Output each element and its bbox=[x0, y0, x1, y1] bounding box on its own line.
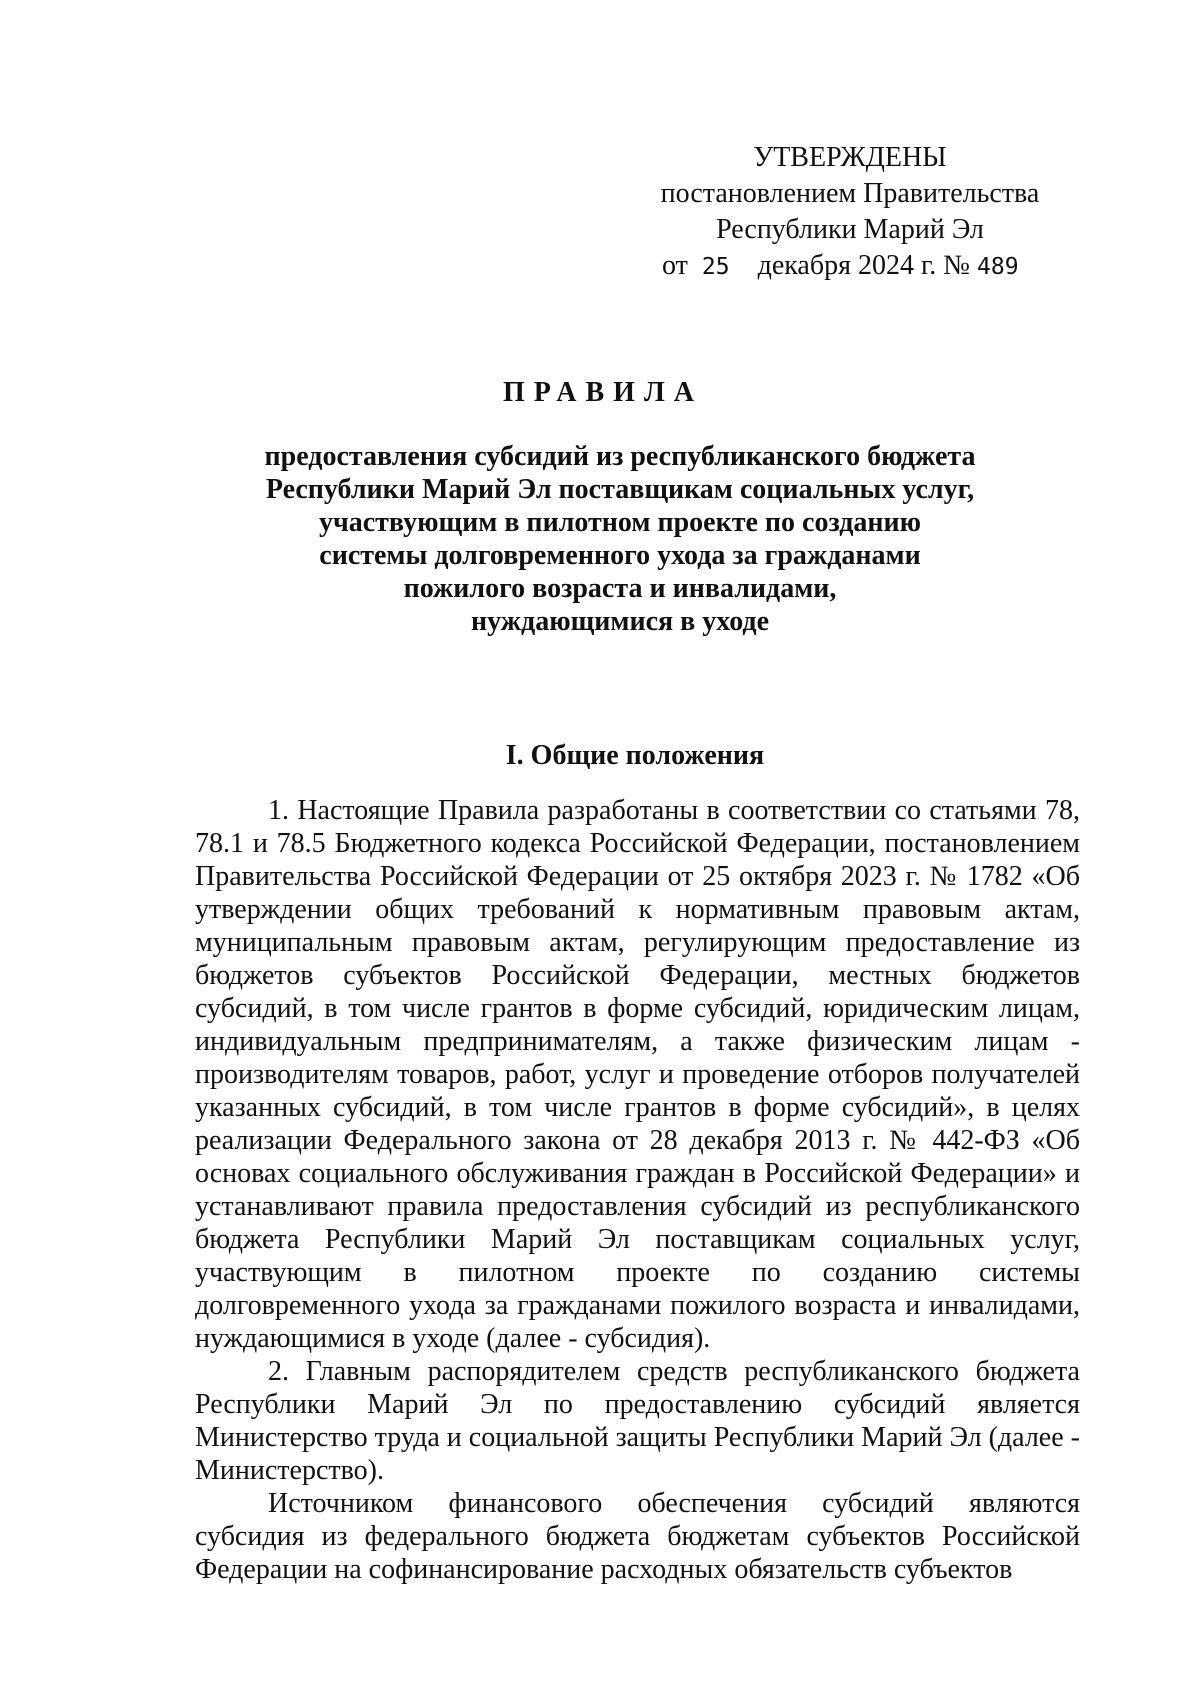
approval-issuer: постановлением Правительства bbox=[660, 178, 1040, 209]
approval-date-prefix: от bbox=[662, 250, 688, 281]
document-body bbox=[195, 794, 1080, 1586]
subtitle-line: Республики Марий Эл поставщикам социальных услуг, bbox=[265, 474, 975, 505]
subtitle-line: системы долговременного ухода за гражданами bbox=[319, 540, 921, 571]
paragraph: 2. Главным распорядителем средств республиканского бюджета Республики Марий Эл по предоставлению субсидий является Министерство труда и социальной защиты Республики Марий Эл (далее - Министерство). bbox=[195, 1356, 1080, 1486]
subtitle-line: пожилого возраста и инвалидами, bbox=[403, 573, 837, 604]
approval-region: Республики Марий Эл bbox=[716, 214, 984, 245]
approval-heading: УТВЕРЖДЕНЫ bbox=[753, 142, 947, 173]
approval-date-month-year: декабря 2024 г. № bbox=[757, 250, 971, 281]
section-heading: I. Общие положения bbox=[505, 740, 765, 771]
approval-date-day: 25 bbox=[701, 254, 730, 280]
document-title: ПРАВИЛА bbox=[502, 377, 704, 408]
approval-stamp-block bbox=[640, 140, 1060, 285]
paragraph: Источником финансового обеспечения субсидий являются субсидия из федерального бюджета бюджетам субъектов Российской Федерации на софинансирование расходных обязательств субъектов bbox=[195, 1488, 1080, 1585]
approval-date-line bbox=[640, 248, 1060, 285]
paragraph: 1. Настоящие Правила разработаны в соответствии со статьями 78, 78.1 и 78.5 Бюджетного кодекса Российской Федерации, постановлением Правительства Российской Федерации от 25 октября 2023 г. № 1782 «Об утверждении общих требований к нормативным правовым актам, муниципальным правовым актам, регулирующим предоставление из бюджетов субъектов Российской Федерации, местных бюджетов субсидий, в том числе грантов в форме субсидий, юридическим лицам, индивидуальным предпринимателям, а также физическим лицам - производителям товаров, работ, услуг и проведение отборов получателей указанных субсидий, в том числе грантов в форме субсидий», в целях реализации Федерального закона от 28 декабря 2013 г. № 442-ФЗ «Об основах социального обслуживания граждан в Российской Федерации» и устанавливают правила предоставления субсидий из республиканского бюджета Республики Марий Эл поставщикам социальных услуг, участвующим в пилотном проекте по созданию системы долговременного ухода за гражданами пожилого возраста и инвалидами, нуждающимися в уходе (далее - субсидия). bbox=[195, 795, 1080, 1354]
subtitle-line: участвующим в пилотном проекте по созданию bbox=[318, 507, 922, 538]
approval-doc-number: 489 bbox=[977, 254, 1019, 280]
document-subtitle bbox=[190, 440, 1050, 638]
subtitle-line: нуждающимися в уходе bbox=[470, 606, 770, 637]
subtitle-line: предоставления субсидий из республиканского бюджета bbox=[264, 441, 976, 472]
